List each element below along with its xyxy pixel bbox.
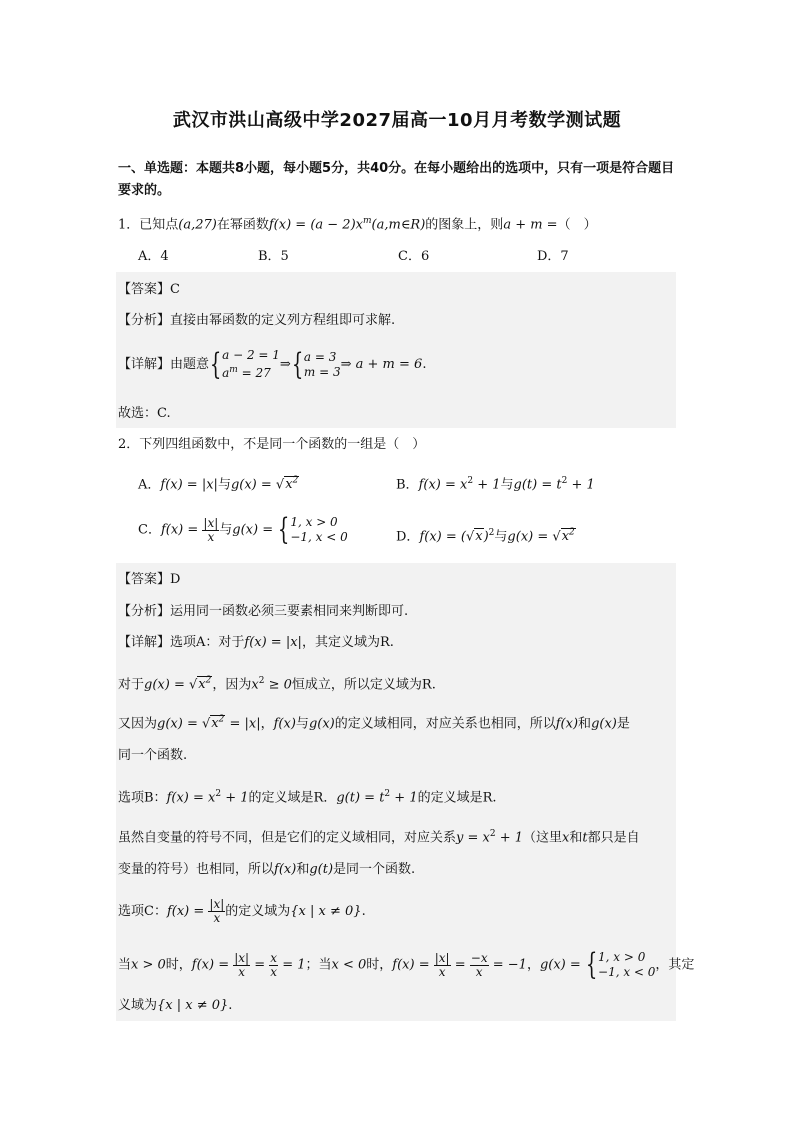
case: 1, x > 0: [598, 950, 646, 964]
q1-option-d: D．7: [537, 249, 569, 264]
text: 和: [569, 830, 583, 846]
q2-detail-3b: 同一个函数.: [118, 748, 188, 763]
math: y = x: [456, 830, 490, 846]
math: =: [450, 957, 470, 973]
q2-detail-2: 对于$g(x) = √x^2$，因为$x^2 \ge 0$恒成立，所以定义域为R.: [118, 676, 436, 693]
math: g(x) =: [157, 716, 202, 732]
text: ，其定: [655, 957, 695, 973]
q2-func: f(x) =: [160, 522, 203, 538]
question-1: [118, 211, 597, 235]
text: 选项B：: [118, 790, 167, 806]
text: 的定义域是: [417, 790, 483, 806]
q1-system-2: [304, 350, 341, 380]
q1-answer: 【答案】C: [118, 282, 180, 297]
q2-func: g(x) =: [232, 522, 278, 538]
math: g(x) =: [539, 957, 585, 973]
q1-blank: （ ）: [557, 217, 597, 233]
q2-func: ): [483, 529, 489, 545]
case: −1, x < 0: [598, 965, 656, 979]
text: 又因为: [118, 716, 158, 732]
q2-connector: 与: [500, 477, 514, 493]
math: x: [251, 677, 259, 693]
text: 是: [616, 716, 630, 732]
math: = |x|: [225, 716, 261, 732]
q2-connector: 与: [219, 522, 233, 538]
text: .: [361, 904, 366, 919]
q2-func: f(x) = |x|: [160, 477, 218, 493]
q2-func: + 1: [473, 477, 501, 493]
text: 是同一个函数.: [333, 862, 416, 877]
q2-detail-5b: [118, 860, 415, 880]
q2-case: −1, x < 0: [290, 530, 348, 544]
text: 都只是自: [587, 830, 640, 846]
fraction-denominator: x: [213, 911, 221, 925]
page-title: 武汉市洪山高级中学2027届高一10月月考数学测试题: [172, 110, 622, 131]
q2-option-label: C．: [138, 522, 161, 538]
math: g(x) =: [144, 677, 189, 693]
q1-eq: m = 3: [303, 364, 341, 379]
q2-option-label: A．: [138, 477, 161, 493]
text: 的定义域是: [248, 790, 314, 806]
math: = −1: [488, 957, 527, 973]
q1-detail-label: 【详解】由题意: [118, 357, 210, 372]
math: = 1: [278, 957, 306, 973]
q1-text: 在幂函数: [216, 217, 269, 233]
q2-answer: 【答案】D: [118, 572, 181, 587]
math: x < 0: [331, 957, 367, 973]
text: 选项C：: [118, 904, 167, 919]
q2-connector: 与: [217, 477, 231, 493]
q2-option-label: D．: [396, 529, 420, 545]
math: R: [313, 790, 324, 806]
text: 对于: [118, 677, 145, 693]
math: f(x) = x: [166, 790, 216, 806]
fraction-denominator: x: [270, 964, 278, 979]
text: 时，: [165, 957, 192, 973]
q2-option-b: B．$f(x) = x^2 + 1$与$g(t) = t^2 + 1$: [396, 476, 595, 493]
q1-condition: (a,m∈R): [371, 217, 426, 233]
text: ，: [260, 716, 274, 732]
q2-detail-4: 选项B：$f(x) = x^2 + 1$的定义域是R．$g(t) = t^2 + 1$的定义域是R.: [118, 789, 497, 806]
q1-result: ⇒ a + m = 6: [340, 357, 423, 372]
fraction-numerator: |x|: [434, 950, 450, 965]
math: x: [211, 716, 219, 732]
math: f(x) =: [191, 957, 234, 973]
q2-option-a: A．f(x) = |x|与$g(x) = √x^2$: [138, 476, 299, 493]
q1-eq: a = 3: [303, 349, 337, 364]
q1-analysis: 【分析】直接由幂函数的定义列方程组即可求解.: [118, 313, 396, 328]
q1-eq: a − 2 = 1: [222, 348, 280, 362]
text: 与: [295, 716, 309, 732]
text: 的定义域为: [225, 904, 291, 919]
fraction-denominator: x: [475, 964, 483, 979]
implies-symbol: ⇒: [279, 357, 291, 372]
math: t: [582, 830, 588, 846]
math: g(x): [308, 716, 335, 732]
text: 义域为: [118, 998, 158, 1013]
math: R: [421, 677, 432, 693]
text: ；当: [305, 957, 332, 973]
fraction-numerator: |x|: [203, 515, 219, 530]
q2-detail-1: [118, 633, 394, 653]
q2-analysis: 【分析】运用同一函数必须三要素相同来判断即可.: [118, 604, 409, 619]
question-2: 2．下列四组函数中，不是同一个函数的一组是（ ）: [118, 437, 426, 452]
q1-system-1: [222, 348, 280, 381]
q2-detail-6: [118, 898, 366, 925]
text: .: [228, 998, 233, 1013]
math: x: [198, 677, 206, 693]
math: x: [562, 830, 570, 846]
q2-option-label: B．: [396, 477, 419, 493]
q1-eq: a: [222, 366, 230, 380]
text: 和: [296, 862, 310, 877]
math: + 1: [221, 790, 249, 806]
q1-exponent: m: [362, 216, 372, 226]
q2-detail-3: 又因为$g(x) = √x^2 = |x|$，f(x)与g(x)的定义域相同，对应关系也相同，所以f(x)和g(x)是: [118, 715, 630, 732]
q1-text: 的图象上，则: [425, 217, 504, 233]
q2-func: f(x) = (: [419, 529, 466, 545]
math: R: [379, 635, 390, 650]
q1-point: (a,27): [178, 217, 217, 233]
text: ，其定义域为: [301, 635, 380, 650]
q2-detail-5: 虽然自变量的符号不同，但是它们的定义域相同，对应关系$y = x^2 + 1$（这里x和t都只是自: [118, 829, 640, 846]
math: {x | x ≠ 0}: [290, 904, 362, 919]
q1-result-end: .: [422, 357, 427, 372]
q1-expression: a + m =: [503, 217, 558, 233]
q2-detail-7: 当x > 0时，f(x) = $\frac{|x|}{x}$ = $\frac{x}{x}$ = 1；当x < 0时，f(x) = $\frac{|x|}{x}$ = $\frac{-x}{x}$ = −1，g(x) = { 1, x > 0 −1, x < 0 ，其定: [118, 947, 695, 982]
math: x > 0: [131, 957, 166, 973]
math: f(x): [274, 862, 297, 877]
q1-option-b: B．5: [258, 249, 289, 264]
q1-text: 1．已知点: [118, 217, 179, 233]
text: ，: [526, 957, 540, 973]
text: （这里: [523, 830, 563, 846]
math: f(x) = |x|: [244, 635, 302, 650]
text: .: [431, 677, 436, 693]
math: g(t) = t: [336, 790, 385, 806]
math: g(x): [591, 716, 617, 732]
q1-conclusion: 故选：C.: [118, 406, 171, 421]
text: 当: [118, 957, 132, 973]
math: f(x) =: [166, 904, 209, 919]
fraction-numerator: |x|: [234, 950, 250, 965]
math: + 1: [390, 790, 418, 806]
q1-option-a: A．4: [138, 249, 169, 264]
q2-case: 1, x > 0: [290, 515, 338, 529]
fraction-numerator: |x|: [209, 897, 225, 911]
q2-option-c: C．f(x) = $\frac{|x|}{x}$ 与g(x) = { 1, x > 0 −1, x < 0: [138, 512, 348, 547]
text: 恒成立，所以定义域为: [291, 677, 422, 693]
math: f(x) =: [392, 957, 434, 973]
q2-func: g(t) = t: [513, 477, 562, 493]
q1-eq: = 27: [237, 366, 271, 380]
q1-eq-exp: m: [229, 365, 238, 375]
text: 虽然自变量的符号不同，但是它们的定义域相同，对应关系: [118, 830, 457, 846]
q1-option-c: C．6: [398, 249, 430, 264]
fraction-numerator: −x: [470, 950, 488, 965]
q2-radicand: x: [285, 477, 293, 493]
text: .: [492, 790, 497, 806]
text: 【详解】选项A：对于: [118, 635, 245, 650]
math: {x | x ≠ 0}: [157, 998, 229, 1013]
fraction-denominator: x: [207, 529, 215, 544]
fraction-denominator: x: [238, 964, 246, 979]
q2-detail-8: [118, 996, 232, 1016]
fraction-numerator: x: [270, 950, 278, 965]
q2-radicand: x: [561, 529, 570, 545]
q2-func: + 1: [567, 477, 595, 493]
text: 变量的符号）也相同，所以: [118, 862, 275, 877]
q2-connector: 与: [494, 529, 508, 545]
math: =: [250, 957, 270, 973]
text: .: [389, 635, 394, 650]
q2-func: g(x) =: [230, 477, 276, 493]
text: 的定义域相同，对应关系也相同，所以: [334, 716, 556, 732]
section-heading: 一、单选题：本题共8小题，每小题5分，共40分。在每小题给出的选项中，只有一项是符合题目要求的。: [118, 161, 675, 198]
math: + 1: [495, 830, 524, 846]
math: ≥ 0: [264, 677, 292, 693]
q1-detail: 【详解】由题意{ a − 2 = 1 $a^m = 27$ ⇒{ a = 3 m = 3 ⇒ a + m = 6.: [118, 346, 427, 382]
math: g(t): [309, 862, 334, 877]
text: 时，: [366, 957, 393, 973]
q2-option-d: D．$f(x) = (√x)^2$与$g(x) = √x^2$: [396, 528, 575, 545]
math: R: [482, 790, 493, 806]
fraction-denominator: x: [438, 964, 446, 979]
text: ，因为: [212, 677, 252, 693]
math: f(x): [273, 716, 296, 732]
math: f(x): [555, 716, 579, 732]
text: ．: [323, 790, 337, 806]
text: 和: [578, 716, 592, 732]
q1-function: f(x) = (a − 2)x: [268, 217, 363, 233]
q2-radicand: x: [475, 529, 483, 545]
q2-func: g(x) =: [507, 529, 553, 545]
q2-func: f(x) = x: [418, 477, 468, 493]
